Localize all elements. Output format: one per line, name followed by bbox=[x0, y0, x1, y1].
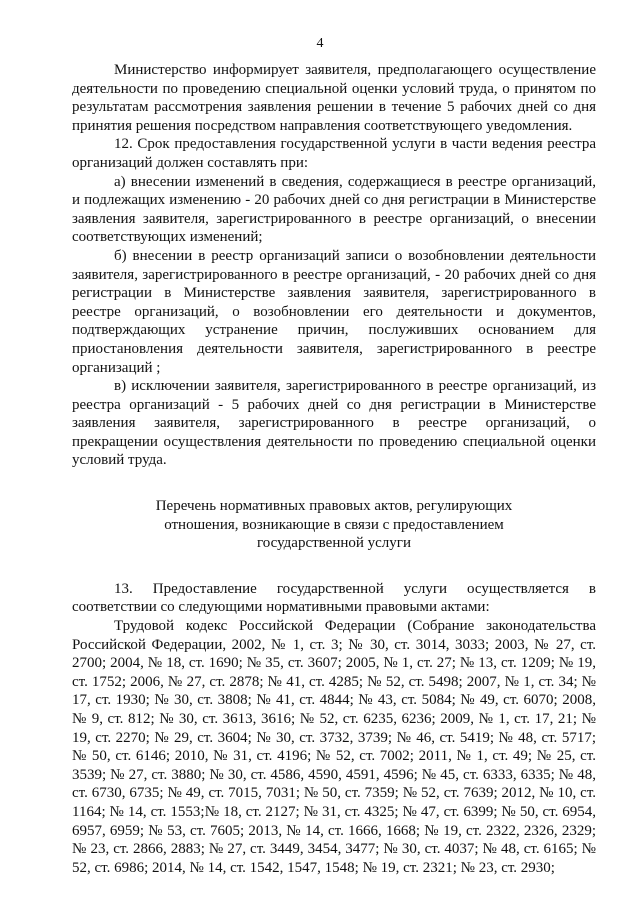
heading-line: отношения, возникающие в связи с предоставлением bbox=[164, 516, 504, 533]
heading-line: Перечень нормативных правовых актов, регулирующих bbox=[155, 498, 513, 515]
paragraph-13: 13. Предоставление государственной услуги осуществляется в соответствии со следующими нормативными правовыми актами: bbox=[72, 580, 596, 616]
paragraph-12: 12. Срок предоставления государственной услуги в части ведения реестра организаций должен составлять при: bbox=[72, 136, 596, 171]
paragraph-labor-code: Трудовой кодекс Российской Федерации (Собрание законодательства Российской Федерации, 2002, № 1, ст. 3; № 30, ст. 3014, 3033; 2003, № 27, ст. 2700; 2004, № 18, ст. 1690; № 35, ст. 3607; 2005, № 1, ст. 27; № 13, ст. 1209; № 19, ст. 1752; 2006, № 27, ст. 2878; № 41, ст. 4285; № 52, ст. 5498; 2007, № 1, ст. 34; № 17, ст. 1930; № 30, ст. 3808; № 41, ст. 4844; № 43, ст. 5084; № 49, ст. 6070; 2008, № 9, ст. 812; № 30, ст. 3613, 3616; № 52, ст. 6235, 6236; 2009, № 1, ст. 17, 21; № 19, ст. 2270; № 29, ст. 3604; № 30, ст. 3732, 3739; № 46, ст. 5419; № 48, ст. 5717; № 50, ст. 6146; 2010, № 31, ст. 4196; № 52, ст. 7002; 2011, № 1, ст. 49; № 25, ст. 3539; № 27, ст. 3880; № 30, ст. 4586, 4590, 4591, 4596; № 45, ст. 6333, 6335; № 48, ст. 6730, 6735; № 49, ст. 7015, 7031; № 50, ст. 7359; № 52, ст. 7639; 2012, № 10, ст. 1164; № 14, ст. 1553;№ 18, ст. 2127; № 31, ст. 4325; № 47, ст. 6399; № 50, ст. 6954, 6957, 6959; № 53, ст. 7605; 2013, № 14, ст. 1666, 1668; № 19, ст. 2322, 2326, 2329; № 23, ст. 2866, 2883; № 27, ст. 3449, 3454, 3477; № 30, ст. 4037; № 48, ст. 6165; № 52, ст. 6986; 2014, № 14, ст. 1542, 1547, 1548; № 19, ст. 2321; № 23, ст. 2930; bbox=[72, 618, 596, 876]
paragraph-notification: Министерство информирует заявителя, предполагающего осуществление деятельности по проведению специальной оценки условий труда, о принятом по результатам рассмотрения заявления решении в течение 5 рабочих дней со дня принятия решения посредством направления соответствующего уведомления. bbox=[72, 62, 596, 134]
heading-line: государственной услуги bbox=[257, 535, 411, 552]
page-number: 4 bbox=[316, 36, 324, 51]
paragraph-12a: а) внесении изменений в сведения, содержащиеся в реестре организаций, и подлежащих изменению - 20 рабочих дней со дня регистрации в Министерстве заявления заявителя, зарегистрированного в реестре организаций, о внесении соответствующих изменений; bbox=[72, 173, 596, 246]
paragraph-12c: в) исключении заявителя, зарегистрированного в реестре организаций, из реестра организаций - 5 рабочих дней со дня регистрации в Министерстве заявления заявителя, зарегистрированного в реестре организаций, о прекращении осуществления деятельности по проведению специальной оценки условий труда. bbox=[72, 378, 596, 469]
paragraph-12b: б) внесении в реестр организаций записи о возобновлении деятельности заявителя, зарегистрированного в реестре организаций, - 20 рабочих дней со дня регистрации в Министерстве заявления заявителя, зарегистрированного в реестре организаций, о возобновлении его деятельности и документов, подтверждающих устранение причин, послуживших основанием для приостановления деятельности заявителя, зарегистрированного в реестре организаций ; bbox=[72, 247, 596, 376]
document-body bbox=[72, 61, 596, 877]
section-heading bbox=[72, 497, 596, 553]
